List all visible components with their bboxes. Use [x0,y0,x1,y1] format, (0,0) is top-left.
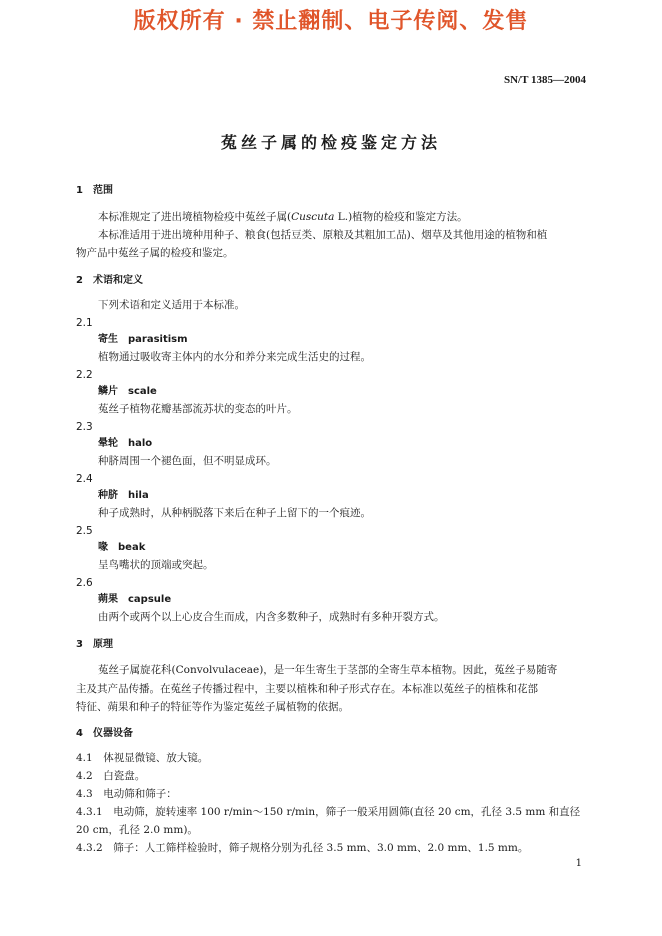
clause-4-3-1-line-2: 20 cm，孔径 2.0 mm)。 [76,824,198,836]
section-1-paragraph-2-line-1: 本标准适用于进出境种用种子、粮食(包括豆类、原粮及其粗加工品)、烟草及其他用途的植物和植 [98,229,548,241]
latin-genus: Cuscuta [291,211,335,223]
term-title: 寄生 parasitism [98,334,188,345]
term-title: 蒴果 capsule [98,594,172,605]
clause-4-2: 4.2 白瓷盘。 [76,770,146,782]
section-3-heading: 3 原理 [76,639,113,650]
term-definition: 种脐周围一个褪色面，但不明显成环。 [98,455,277,467]
term-number: 2.2 [76,369,93,381]
section-2-heading: 2 术语和定义 [76,275,143,286]
page-title: 菟丝子属的检疫鉴定方法 [220,133,441,152]
section-3-line-3: 特征、蒴果和种子的特征等作为鉴定菟丝子属植物的依据。 [76,701,349,713]
term-definition: 菟丝子植物花瓣基部流苏状的变态的叶片。 [98,403,298,415]
term-title: 种脐 hila [98,490,149,501]
section-3-line-1: 菟丝子属旋花科(Convolvulaceae)，是一年生寄生于茎部的全寄生草本植物。因此，菟丝子易随寄 [98,664,558,676]
paragraph-text: L.)植物的检疫和鉴定方法。 [334,211,468,223]
clause-4-3-1-line-1: 4.3.1 电动筛，旋转速率 100 r/min～150 r/min，筛子一般采用圆筛(直径 20 cm，孔径 3.5 mm 和直径 [76,806,581,818]
term-number: 2.5 [76,525,93,537]
paragraph-text: 本标准规定了进出境植物检疫中菟丝子属( [98,211,292,223]
term-title: 鳞片 scale [98,386,157,397]
section-2-intro: 下列术语和定义适用于本标准。 [98,299,245,311]
section-4-heading: 4 仪器设备 [76,728,133,739]
term-definition: 植物通过吸收寄主体内的水分和养分来完成生活史的过程。 [98,351,371,363]
term-number: 2.4 [76,473,93,485]
term-number: 2.1 [76,317,93,329]
term-number: 2.6 [76,577,93,589]
page-number: 1 [575,858,582,869]
section-1-heading: 1 范围 [76,185,113,196]
clause-4-3: 4.3 电动筛和筛子： [76,788,177,800]
term-definition: 种子成熟时，从种柄脱落下来后在种子上留下的一个痕迹。 [98,507,371,519]
term-definition: 由两个或两个以上心皮合生而成，内含多数种子，成熟时有多种开裂方式。 [98,611,445,623]
section-1-paragraph-2-line-2: 物产品中菟丝子属的检疫和鉴定。 [76,247,234,259]
section-3-line-2: 主及其产品传播。在菟丝子传播过程中，主要以植株和种子形式存在。本标准以菟丝子的植株和花部 [76,683,538,695]
term-title: 晕轮 halo [98,438,153,449]
term-number: 2.3 [76,421,93,433]
standard-number: SN/T 1385—2004 [503,74,586,86]
term-title: 喙 beak [98,542,146,553]
copyright-watermark: 版权所有 · 禁止翻制、电子传阅、发售 [133,9,529,34]
section-1-paragraph-1 [98,210,468,224]
clause-4-1: 4.1 体视显微镜、放大镜。 [76,752,209,764]
term-definition: 呈鸟嘴状的顶端或突起。 [98,559,214,571]
clause-4-3-2: 4.3.2 筛子：人工筛样检验时，筛子规格分别为孔径 3.5 mm、3.0 mm、2.0 mm、1.5 mm。 [76,842,529,854]
